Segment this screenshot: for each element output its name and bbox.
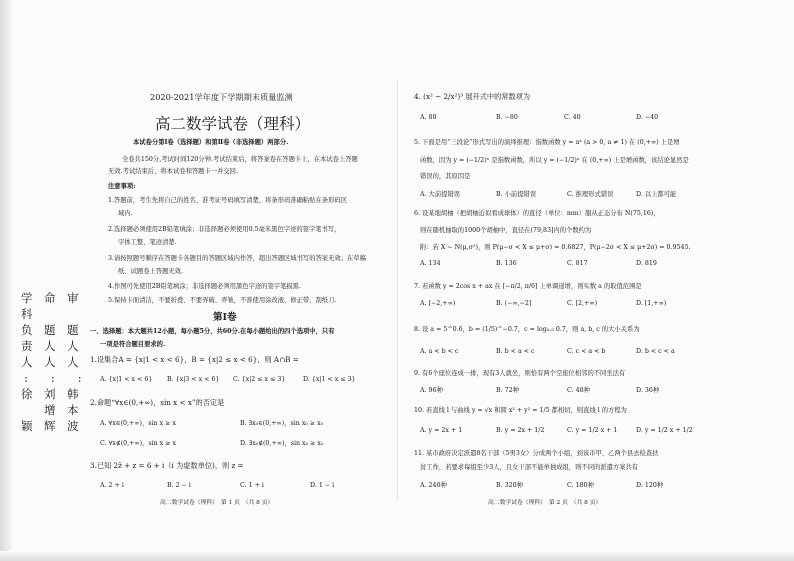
q7-option-a: A. [−2,+∞) — [420, 300, 456, 307]
question-9: 9. 有6个座位连成一排，现有3人就坐，则恰有两个空座位相邻的不同坐法有 — [414, 370, 626, 377]
question-6-line-1: 6. 设某地胡柚（把胡柚近似看成球体）的直径（单位：mm）服从正态分布 N(75,16)， — [414, 210, 660, 217]
q11-option-d: D. 120种 — [636, 482, 664, 489]
q8-option-b: B. b < a < c — [496, 348, 535, 355]
note-4: 4.作图可先使用2B铅笔填涂；非选择题必须用黑色字迹的签字笔描黑. — [108, 283, 301, 290]
section-instructions-b: 一项是符合题目要求的. — [100, 341, 166, 348]
q6-option-a: A. 134 — [420, 260, 441, 267]
left-page-footer: 高二数学试卷（理科） 第 1 页 （共 8 页） — [160, 500, 274, 506]
page-fold — [397, 80, 398, 500]
q1-option-d: D. {x|1 < x ≤ 3} — [303, 376, 356, 383]
q5-option-c: C. 推理形式错误 — [567, 191, 614, 198]
q8-option-d: D. b < c < a — [636, 348, 675, 355]
q10-option-d: D. y = 1/2 x + 1/2 — [636, 427, 693, 434]
q7-option-c: C. [2,+∞) — [567, 300, 598, 307]
subject-title: 高二数学试卷（理科） — [155, 115, 311, 133]
q11-option-a: A. 240种 — [420, 482, 447, 489]
q8-option-c: C. c < a < b — [567, 348, 606, 355]
q5-option-a: A. 大前提错误 — [420, 191, 461, 198]
intro-line-1: 本试卷分第Ⅰ卷（选择题）和第Ⅱ卷（非选择题）两部分. — [133, 139, 289, 146]
q6-option-b: B. 136 — [496, 260, 517, 267]
q11-option-b: B. 320种 — [496, 482, 523, 489]
question-11-line-1: 11. 某市政府决定派遣8名干部（5男3女）分成两个小组，到该市甲、乙两个县去检查扶 — [414, 450, 659, 457]
question-10: 10. 若直线 l 与曲线 y = √x 和圆 x² + y² = 1/5 都相切，则直线 l 的方程为 — [414, 407, 627, 414]
exam-title: 2020-2021学年度下学期期末质量监测 — [150, 92, 293, 102]
q10-option-c: C. y = 1/2 x + 1 — [567, 427, 618, 434]
note-3a: 3.请按照题号顺序在答题卡各题目的答题区域内作答，超出答题区域书写的答案无效；在草稿 — [108, 255, 366, 262]
section-title: 第Ⅰ卷 — [213, 312, 237, 323]
section-instructions-a: 一、选择题：本大题共12小题，每小题5分，共60分.在每小题给出的四个选项中，只有 — [90, 328, 335, 335]
right-page-footer: 高二数学试卷（理科） 第 2 页 （共 8 页） — [488, 500, 602, 506]
q4-option-a: A. 80 — [420, 114, 437, 121]
question-7: 7. 若函数 y = 2cos x + ax 在 [−π/2, π/6] 上单调递增，则实数 a 的取值范围是 — [414, 283, 642, 290]
intro-line-2: 全卷共150分,考试时间120分钟.考试结束后，将答案卷在答题卡上，在本试卷上答题 — [122, 156, 358, 163]
q1-option-c: C. {x|2 ≤ x ≤ 3} — [233, 376, 286, 383]
q8-option-a: A. a < b < c — [420, 348, 459, 355]
question-2: 2.命题“∀x∈(0,+∞)，sin x < x”的否定是 — [90, 398, 225, 407]
q5-option-b: B. 小前提错误 — [496, 191, 537, 198]
q3-option-b: B. 2 − i — [167, 482, 191, 489]
q2-option-a: A. ∀x∈(0,+∞)，sin x ≥ x — [100, 420, 176, 427]
q4-option-c: C. 40 — [564, 114, 581, 121]
q2-option-c: C. ∀x∉(0,+∞)，sin x ≥ x — [100, 440, 177, 447]
question-5-line-3: 错误的，其原因是 — [420, 173, 471, 180]
side-row-2: 科 — [21, 307, 33, 321]
q2-option-d: D. ∃x₀∉(0,+∞)，sin x₀ ≥ x₀ — [240, 440, 324, 447]
question-6-line-3: 附：若 X ~ N(μ,σ²)，则 P(μ−σ < X ≤ μ+σ) = 0.6827，P(μ−2σ < X ≤ μ+2σ) = 0.9545. — [420, 244, 691, 251]
notes-title: 注意事项: — [108, 183, 136, 190]
q3-option-a: A. 2 + i — [100, 482, 124, 489]
question-1: 1.设集合A = {x|1 < x < 6}，B = {x|2 ≤ x < 6}，则 A∩B = — [90, 355, 299, 364]
question-8: 8. 设 a = 5^0.6，b = (1/5)^−0.7，c = log₀.₅ 0.7，则 a, b, c 的大小关系为 — [414, 326, 640, 333]
note-1b: 域内. — [118, 210, 133, 217]
q7-option-b: B. (−∞,−2] — [496, 300, 532, 307]
note-5: 5.保持卡面清洁，不要折叠、不要弄破、弄皱，不准使用涂改液、修正带、刮纸刀. — [108, 297, 337, 304]
q4-option-b: B. −80 — [496, 114, 518, 121]
side-row-8: 增 本 — [21, 403, 79, 417]
note-3b: 纸、试题卷上答题无效. — [118, 268, 183, 275]
question-5-line-2: 函数，因为 y = (−1/2)ˣ 是指数函数，所以 y = (−1/2)ˣ 在 (0,+∞) 上是增函数，该结论显然是 — [420, 157, 689, 164]
q10-option-b: B. y = 2x + 1/2 — [496, 427, 545, 434]
side-row-5: 人 人 人 — [21, 355, 79, 369]
note-2a: 2.选择题必须使用2B铅笔填涂；非选择题必须使用0.5毫米黑色字迹的签字笔书写， — [108, 226, 341, 233]
q10-option-a: A. y = 2x + 1 — [420, 427, 463, 434]
q11-option-c: C. 180种 — [567, 482, 594, 489]
page-bottom-shadow — [0, 551, 794, 561]
question-6-line-2: 则在随机抽取的1000个胡柚中，直径在(79,83]内的个数约为 — [420, 227, 592, 234]
q5-option-d: D. 以上都可能 — [636, 191, 677, 198]
q1-option-a: A. {x|1 < x < 6} — [100, 376, 153, 383]
side-row-9: 颖 辉 波 — [21, 419, 79, 433]
q9-option-c: C. 48种 — [567, 387, 590, 394]
q2-option-b: B. ∃x₀∈(0,+∞)，sin x₀ ≥ x₀ — [240, 420, 324, 427]
side-row-6: : : : — [24, 371, 82, 385]
q4-option-d: D. −40 — [636, 114, 659, 121]
q7-option-d: D. [1,+∞) — [636, 300, 667, 307]
note-1a: 1.答题前，考生先将自己的姓名、准考证号码填写清楚，将条形码准确粘贴在条形码区 — [108, 197, 347, 204]
question-5-line-1: 5. 下面是用“三段论”形式写出的演绎推理：指数函数 y = aˣ (a > 0, a ≠ 1) 在 (0,+∞) 上是增 — [414, 139, 680, 146]
q1-option-b: B. {x|3 < x < 6} — [167, 376, 220, 383]
side-row-4: 责 人 人 — [21, 339, 79, 353]
side-row-7: 徐 刘 韩 — [21, 387, 79, 401]
question-3: 3.已知 2z̄ + z = 6 + i（i 为虚数单位)，则 z = — [90, 461, 244, 470]
intro-line-3: 无效.考试结束后，将本试卷和答题卡一并交回. — [108, 168, 238, 175]
side-row-3: 负 题 题 — [21, 323, 79, 337]
page-edge-shadow — [0, 0, 14, 561]
q9-option-b: B. 72种 — [496, 387, 519, 394]
question-11-line-2: 贫工作，若要求每组至少3人，且女干部不能单独成组，则不同的派遣方案共有 — [420, 464, 639, 471]
q3-option-c: C. 1 + i — [240, 482, 264, 489]
q9-option-a: A. 96种 — [420, 387, 443, 394]
q6-option-d: D. 819 — [636, 260, 657, 267]
q3-option-d: D. 1 − i — [310, 482, 335, 489]
side-row-1: 学 命 审 — [21, 291, 79, 305]
note-2b: 字体工整、笔迹清楚. — [118, 239, 177, 246]
q9-option-d: D. 36种 — [636, 387, 660, 394]
question-4: 4. (x² − 2/x²)³ 展开式中的常数项为 — [414, 92, 531, 101]
q6-option-c: C. 817 — [567, 260, 588, 267]
